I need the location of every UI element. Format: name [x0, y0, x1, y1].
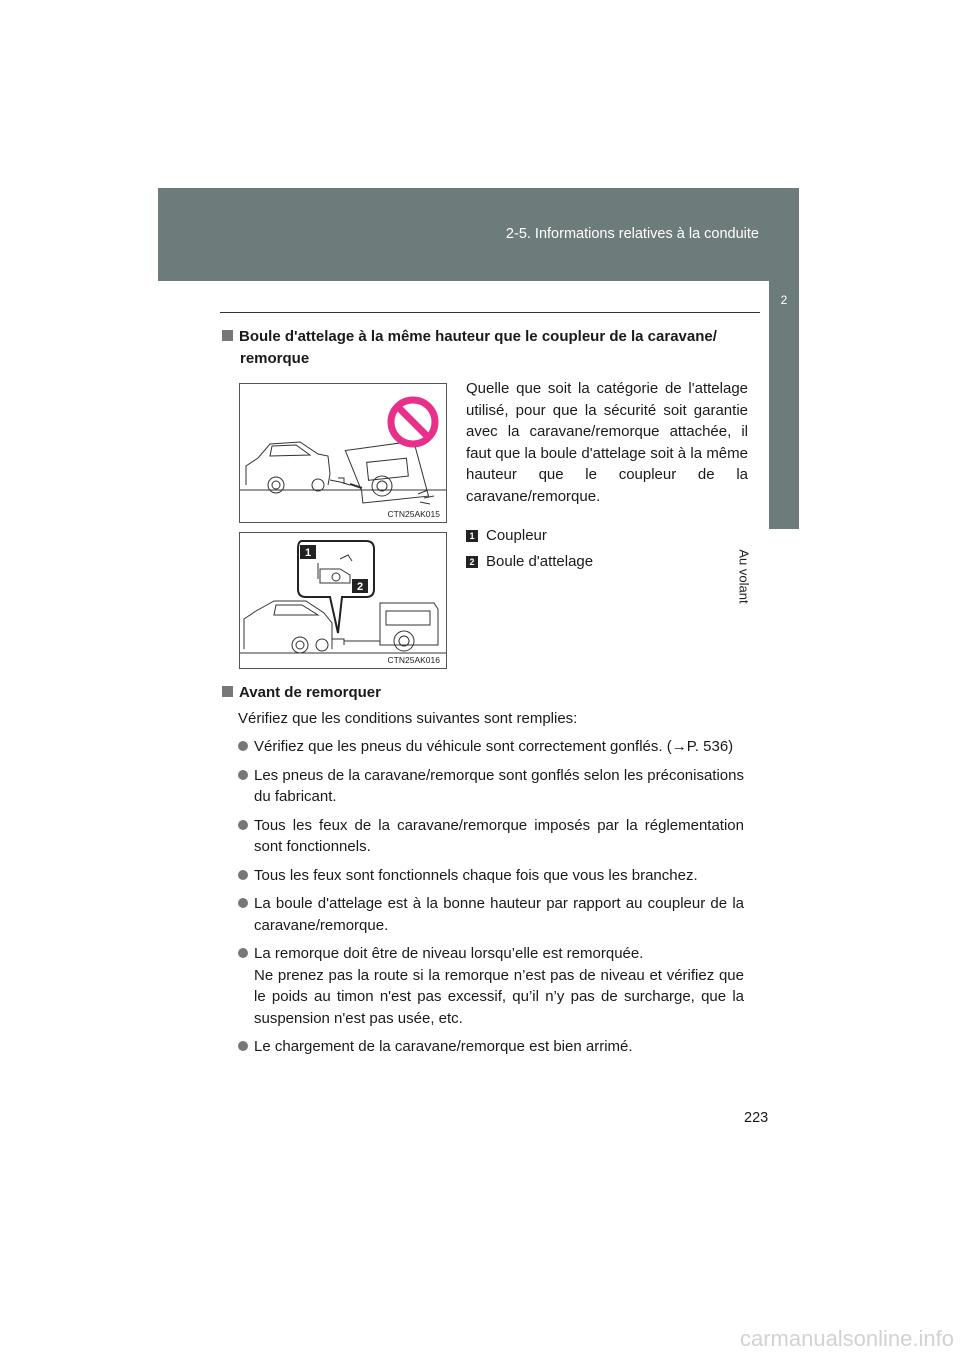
car-trailer-level-illustration	[240, 533, 446, 668]
section-heading-hitch-height	[222, 326, 760, 370]
svg-text:2: 2	[356, 581, 364, 593]
list-item: Vérifiez que les pneus du véhicule sont correctement gonflés. (→P. 536)	[238, 736, 744, 758]
section1-heading-line2: remorque	[240, 350, 310, 367]
car-trailer-tilted-illustration	[240, 384, 446, 522]
section2-intro: Vérifiez que les conditions suivantes sont remplies:	[238, 710, 578, 727]
legend-number: 1	[466, 530, 478, 542]
page-number: 223	[744, 1110, 769, 1126]
figure-code: CTN25AK016	[387, 655, 440, 665]
square-bullet-icon	[222, 686, 233, 697]
checklist	[238, 736, 744, 1065]
figure-incorrect-hitch	[239, 383, 447, 523]
svg-text:1: 1	[304, 547, 312, 559]
chapter-tab-label	[736, 529, 799, 629]
chapter-tab-number	[769, 281, 799, 529]
list-item: Tous les feux de la caravane/remorque imposés par la réglementation sont fonctionnels.	[238, 815, 744, 858]
legend-label: Coupleur	[486, 527, 547, 544]
section2-heading: Avant de remorquer	[239, 684, 381, 701]
bullet-dot-icon	[238, 1041, 248, 1051]
list-item: Tous les feux sont fonctionnels chaque fois que vous les branchez.	[238, 865, 744, 887]
bullet-dot-icon	[238, 870, 248, 880]
chapter-label: Au volant	[736, 549, 752, 604]
section-heading-before-towing	[222, 684, 381, 701]
legend-item-coupler	[466, 527, 547, 544]
legend-item-hitch-ball	[466, 553, 593, 570]
square-bullet-icon	[222, 330, 233, 341]
bullet-dot-icon	[238, 948, 248, 958]
list-item: Le chargement de la caravane/remorque est bien arrimé.	[238, 1036, 744, 1058]
bullet-dot-icon	[238, 770, 248, 780]
figure-code: CTN25AK015	[387, 509, 440, 519]
prohibited-icon	[391, 400, 435, 444]
figure-correct-hitch	[239, 532, 447, 669]
header-rule	[220, 312, 760, 313]
list-item: La remorque doit être de niveau lorsqu’elle est remorquée. Ne prenez pas la route si la remorque n’est pas de niveau et vérifiez que le poids au timon n'est pas excessif, qu’il n’y pas de surcharge, que la suspension n'est pas usée, etc.	[238, 943, 744, 1029]
bullet-dot-icon	[238, 741, 248, 751]
list-item: Les pneus de la caravane/remorque sont gonflés selon les préconisations du fabricant.	[238, 765, 744, 808]
section1-description: Quelle que soit la catégorie de l'attelage utilisé, pour que la sécurité soit garantie avec la caravane/remorque attachée, il faut que la boule d'attelage soit à la même hauteur que le coupleur de la caravane/remorque.	[466, 380, 748, 505]
chapter-number: 2	[780, 293, 788, 307]
chapter-header-band	[158, 188, 799, 281]
chapter-title: 2-5. Informations relatives à la conduite	[505, 226, 759, 242]
legend-label: Boule d'attelage	[486, 553, 594, 570]
watermark: carmanualsonline.info	[739, 1326, 954, 1351]
legend-number: 2	[466, 556, 478, 568]
section1-heading-line1: Boule d'attelage à la même hauteur que le coupleur de la caravane/	[239, 328, 717, 345]
bullet-dot-icon	[238, 898, 248, 908]
list-item: La boule d'attelage est à la bonne hauteur par rapport au coupleur de la caravane/remorque.	[238, 893, 744, 936]
bullet-dot-icon	[238, 820, 248, 830]
